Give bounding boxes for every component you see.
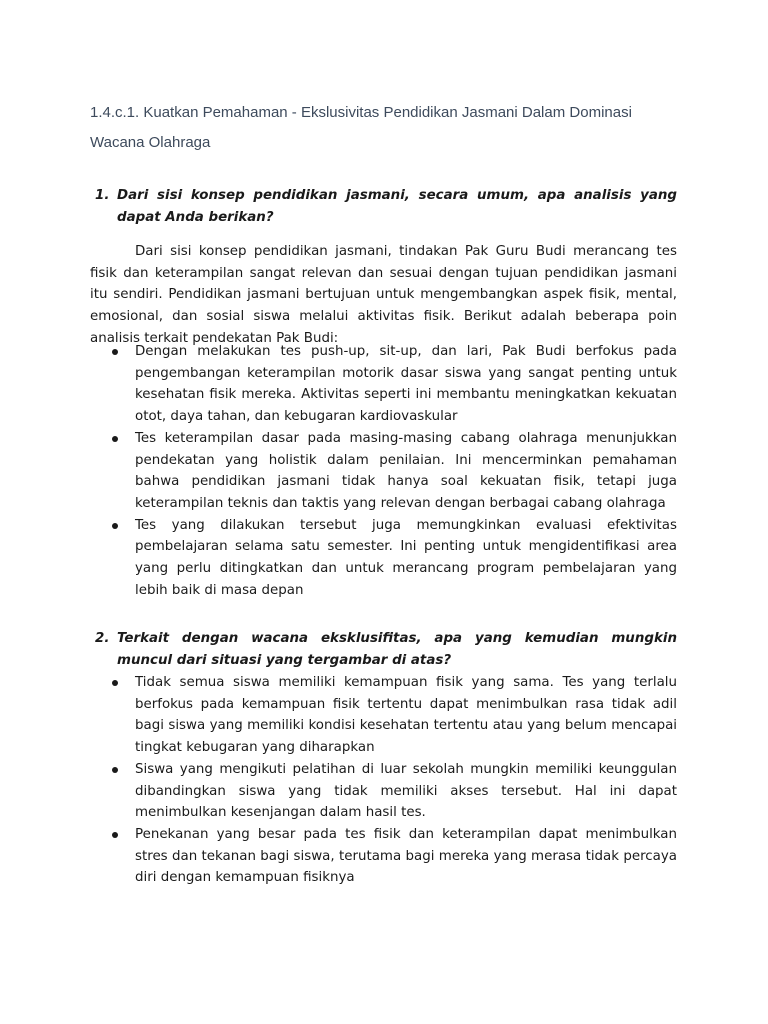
list-item-text: Penekanan yang besar pada tes fisik dan keterampilan dapat menimbulkan stres dan tekanan bagi siswa, terutama bagi mereka yang merasa tidak percaya diri dengan kemampuan fisiknya xyxy=(135,826,677,886)
list-item-text: Tes keterampilan dasar pada masing-masing cabang olahraga menunjukkan pendekatan yang holistik dalam penilaian. Ini mencerminkan pemahaman bahwa pendidikan jasmani tidak hanya soal kekuatan fisik, tetapi juga keterampilan teknis dan taktis yang relevan dengan berbagai cabang olahraga xyxy=(135,430,677,511)
document-title-line-2: Wacana Olahraga xyxy=(90,134,211,151)
list-item-text: Siswa yang mengikuti pelatihan di luar sekolah mungkin memiliki keunggulan dibandingkan siswa yang tidak memiliki akses tersebut. Hal ini dapat menimbulkan kesenjangan dalam hasil tes. xyxy=(135,761,677,821)
bullet-icon xyxy=(112,436,118,442)
list-item xyxy=(90,515,677,602)
question-text: Dari sisi konsep pendidikan jasmani, secara umum, apa analisis yang dapat Anda berikan? xyxy=(117,188,677,225)
bullet-icon xyxy=(112,680,118,686)
list-item xyxy=(90,428,677,515)
bullet-icon xyxy=(112,832,118,838)
list-item-text: Tidak semua siswa memiliki kemampuan fisik yang sama. Tes yang terlalu berfokus pada kemampuan fisik tertentu dapat menimbulkan rasa tidak adil bagi siswa yang memiliki kondisi kesehatan tertentu atau yang belum mencapai tingkat kebugaran yang diharapkan xyxy=(135,675,677,756)
question-number: 1. xyxy=(95,188,110,203)
question-1 xyxy=(90,185,677,228)
list-item-text: Dengan melakukan tes push-up, sit-up, dan lari, Pak Budi berfokus pada pengembangan keterampilan motorik dasar siswa yang sangat penting untuk kesehatan fisik mereka. Aktivitas seperti ini membantu meningkatkan kekuatan otot, daya tahan, dan kebugaran kardiovaskular xyxy=(135,344,677,425)
bullet-icon xyxy=(112,349,118,355)
list-item-text: Tes yang dilakukan tersebut juga memungkinkan evaluasi efektivitas pembelajaran selama satu semester. Ini penting untuk mengidentifikasi area yang perlu ditingkatkan dan untuk merancang program pembelajaran yang lebih baik di masa depan xyxy=(135,517,677,598)
list-item xyxy=(90,672,677,759)
answer-intro-paragraph: Dari sisi konsep pendidikan jasmani, tindakan Pak Guru Budi merancang tes fisik dan keterampilan sangat relevan dan sesuai dengan tujuan pendidikan jasmani itu sendiri. Pendidikan jasmani bertujuan untuk mengembangkan aspek fisik, mental, emosional, dan sosial siswa melalui aktivitas fisik. Berikut adalah beberapa poin analisis terkait pendekatan Pak Budi: xyxy=(90,244,677,346)
list-item xyxy=(90,759,677,824)
document-title-line-1: 1.4.c.1. Kuatkan Pemahaman - Ekslusivitas Pendidikan Jasmani Dalam Dominasi xyxy=(90,104,632,121)
question-text: Terkait dengan wacana eksklusifitas, apa yang kemudian mungkin muncul dari situasi yang tergambar di atas? xyxy=(117,631,677,668)
question-number: 2. xyxy=(95,631,110,646)
answer-2-bullet-list xyxy=(90,672,677,889)
answer-1-bullet-list xyxy=(90,341,677,601)
bullet-icon xyxy=(112,767,118,773)
list-item xyxy=(90,824,677,889)
question-2 xyxy=(90,628,677,671)
document-title xyxy=(90,98,690,158)
bullet-icon xyxy=(112,523,118,529)
list-item xyxy=(90,341,677,428)
